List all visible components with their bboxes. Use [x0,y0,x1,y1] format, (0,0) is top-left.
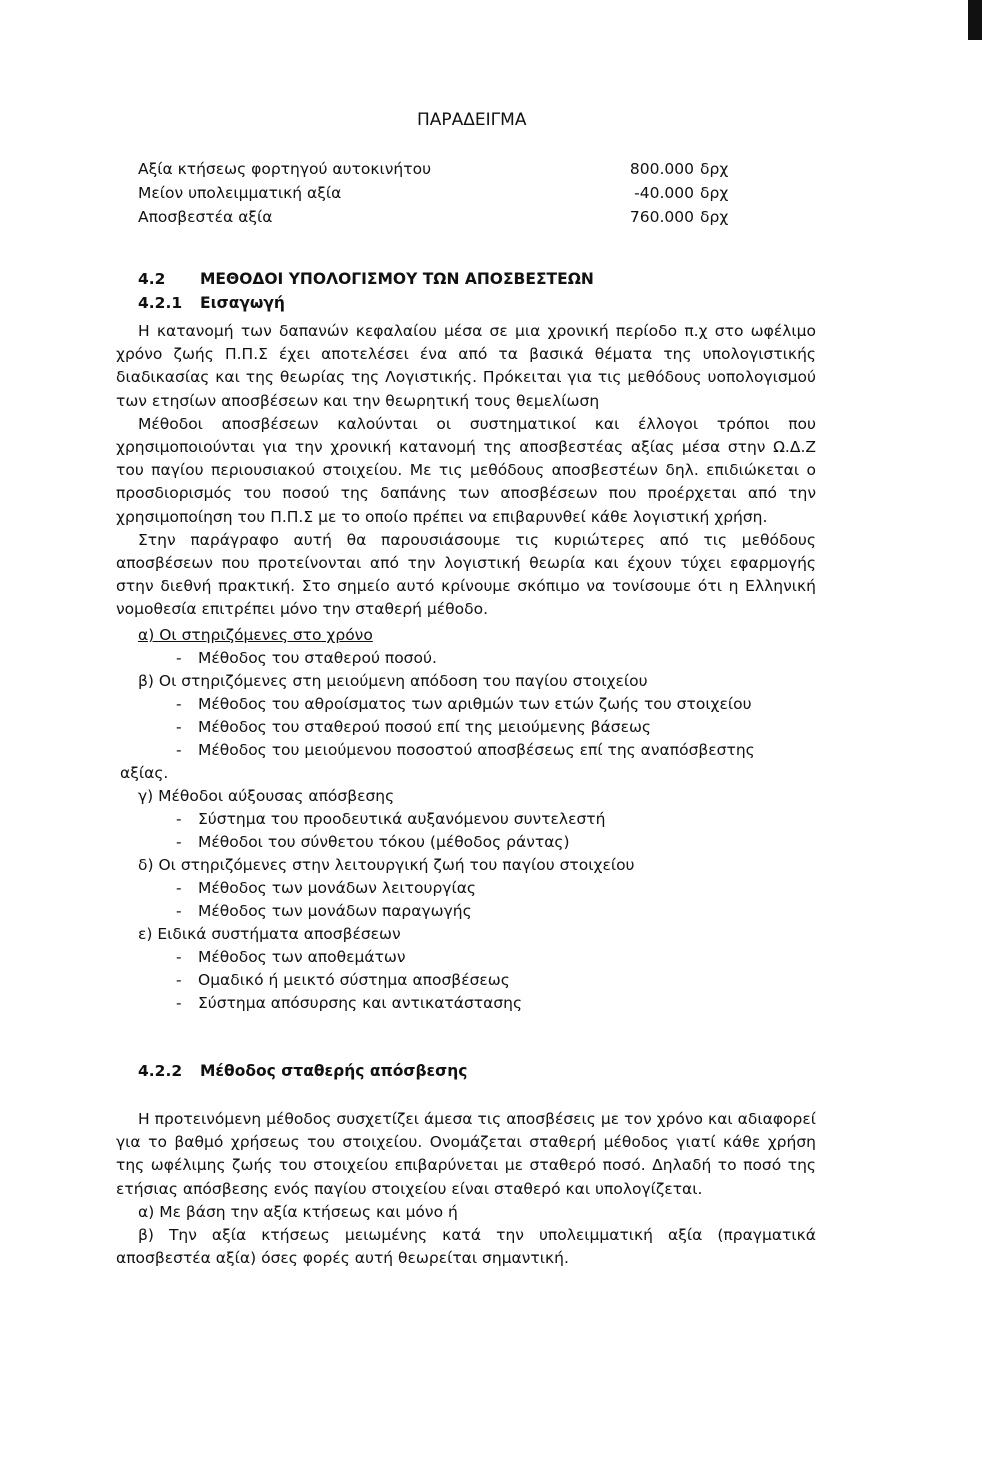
section-title: ΜΕΘΟΔΟΙ ΥΠΟΛΟΓΙΣΜΟΥ ΤΩΝ ΑΠΟΣΒΕΣΤΕΩΝ [200,270,594,288]
list-item: - Μέθοδος του σταθερού ποσού. [176,649,437,667]
section-number: 4.2.2 [138,1062,183,1080]
method-group-d-heading: δ) Οι στηριζόμενες στην λειτουργική ζωή του παγίου στοιχείου [138,856,635,874]
section-title: Μέθοδος σταθερής απόσβεσης [200,1062,468,1080]
section-4-2-2-text [116,1108,816,1270]
example-row-amount [618,184,738,202]
method-group-c-heading: γ) Μέθοδοι αύξουσας απόσβεσης [138,787,395,805]
list-item: - Μέθοδος του αθροίσματος των αριθμών των ετών ζωής του στοιχείου [176,695,752,713]
example-row-value: 800.000 [629,160,694,178]
list-item: - Ομαδικό ή μεικτό σύστημα αποσβέσεως [176,971,510,989]
scan-edge-mark [968,0,982,40]
section-4-2-heading [138,270,594,288]
example-row-value: 760.000 [629,208,694,226]
section-title: Εισαγωγή [200,294,285,312]
example-row-value: -40.000 [634,184,694,202]
section-number: 4.2 [138,270,166,288]
example-row-amount [618,160,738,178]
paragraph: Μέθοδοι αποσβέσεων καλούνται οι συστηματικοί και έλλογοι τρόποι που χρησιμοποιούνται για την χρονική κατανομή της αποσβεστέας αξίας μέσα στην Ω.Δ.Ζ του παγίου περιουσιακού στοιχείου. Με τις μεθόδους αποσβεστέων δηλ. επιδιώκεται ο προσδιορισμός του ποσού της δαπάνης των αποσβέσεων που προέρχεται από την χρησιμοποίηση του Π.Π.Σ με το οποίο πρέπει να επιβαρυνθεί κάθε λογιστική χρήση. [116,414,816,526]
intro-text [116,320,816,622]
example-row-unit: δρχ [700,208,729,226]
example-row-label: Μείον υπολειμματική αξία [138,184,342,202]
method-group-e-heading: ε) Ειδικά συστήματα αποσβέσεων [138,925,401,943]
method-group-a-heading: α) Οι στηριζόμενες στο χρόνο [138,626,373,644]
section-4-2-1-heading [138,294,285,312]
example-row-label: Αποσβεστέα αξία [138,208,273,226]
example-row-label: Αξία κτήσεως φορτηγού αυτοκινήτου [138,160,432,178]
section-number: 4.2.1 [138,294,183,312]
list-item: - Μέθοδος του σταθερού ποσού επί της μειούμενης βάσεως [176,718,652,736]
method-group-b-heading: β) Οι στηριζόμενες στη μειούμενη απόδοση του παγίου στοιχείου [138,672,648,690]
example-row [138,184,738,208]
paragraph: β) Την αξία κτήσεως μειωμένης κατά την υπολειμματική αξία (πραγματικά αποσβεστέα αξία) όσες φορές αυτή θεωρείται σημαντική. [116,1226,816,1268]
paragraph: Στην παράγραφο αυτή θα παρουσιάσουμε τις κυριώτερες από τις μεθόδους αποσβέσεων που προτείνονται από την λογιστική θεωρία και έχουν τύχει εφαρμογής στην διεθνή πρακτική. Στο σημείο αυτό κρίνουμε σκόπιμο να τονίσουμε ότι η Ελληνική νομοθεσία επιτρέπει μόνο την σταθερή μέθοδο. [116,530,816,619]
list-item-continuation: αξίας. [120,764,169,782]
list-item: - Μέθοδοι του σύνθετου τόκου (μέθοδος ράντας) [176,833,570,851]
example-row [138,160,738,184]
list-item: - Σύστημα απόσυρσης και αντικατάστασης [176,994,523,1012]
paragraph: α) Με βάση την αξία κτήσεως και μόνο ή [138,1202,458,1221]
list-item: - Μέθοδος του μειούμενου ποσοστού αποσβέσεως επί της αναπόσβεστης [176,741,755,759]
example-row [138,208,738,232]
example-row-unit: δρχ [700,184,729,202]
example-row-unit: δρχ [700,160,729,178]
example-title: ΠΑΡΑΔΕΙΓΜΑ [417,110,527,130]
list-item: - Σύστημα του προοδευτικά αυξανόμενου συντελεστή [176,810,606,828]
example-row-amount [618,208,738,226]
list-item: - Μέθοδος των μονάδων παραγωγής [176,902,472,920]
paragraph: Η προτεινόμενη μέθοδος συσχετίζει άμεσα τις αποσβέσεις με τον χρόνο και αδιαφορεί για το βαθμό χρήσεως του στοιχείου. Ονομάζεται σταθερή μέθοδος γιατί κάθε χρήση της ωφέλιμης ζωής του στοιχείου επιβαρύνεται με σταθερό ποσό. Δηλαδή το ποσό της ετήσιας απόσβεσης ενός παγίου στοιχείου είναι σταθερό και υπολογίζεται. [116,1110,816,1198]
list-item: - Μέθοδος των αποθεμάτων [176,948,406,966]
list-item: - Μέθοδος των μονάδων λειτουργίας [176,879,477,897]
section-4-2-2-heading [138,1062,467,1080]
paragraph: Η κατανομή των δαπανών κεφαλαίου μέσα σε μια χρονική περίοδο π.χ στο ωφέλιμο χρόνο ζωής Π.Π.Σ έχει αποτελέσει ένα από τα βασικά θέματα της υπολογιστικής διαδικασίας και της θεωρίας της Λογιστικής. Πρόκειται για τις μεθόδους υοπολογισμού των ετησίων αποσβέσεων και την θεωρητική τους θεμελίωση [116,322,816,410]
